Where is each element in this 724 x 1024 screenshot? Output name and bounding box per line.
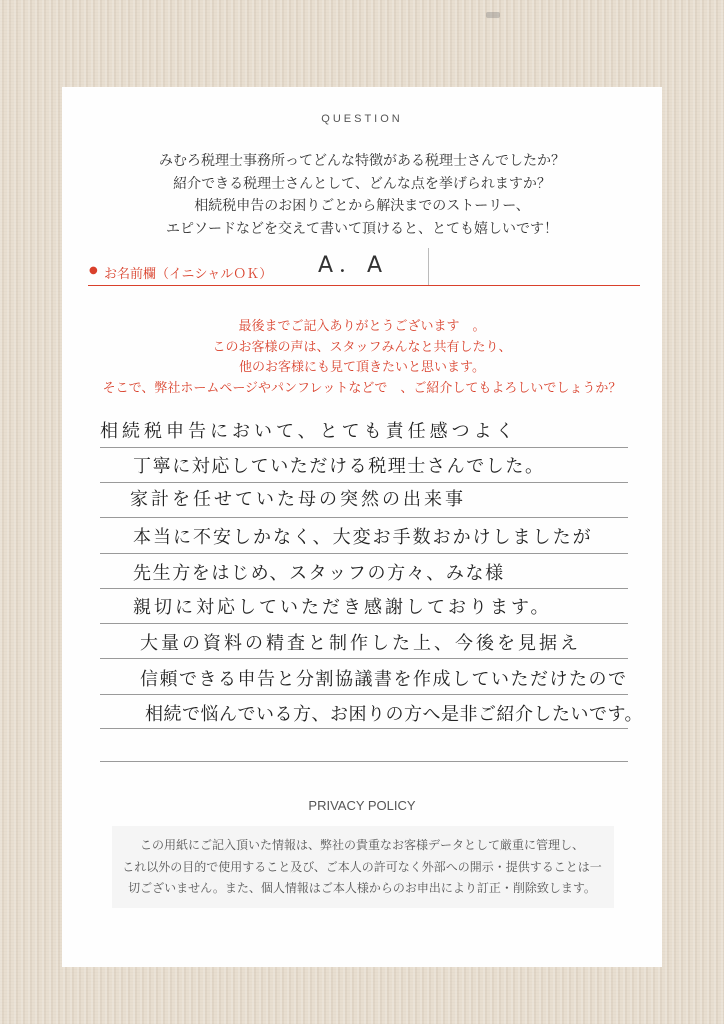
- thanks-line: そこで、弊社ホームページやパンフレットなどで 、ご紹介してもよろしいでしょうか？: [102, 380, 622, 396]
- question-line: 紹介できる税理士さんとして、どんな点を挙げられますか？: [173, 175, 551, 192]
- ruled-line: [100, 517, 628, 518]
- privacy-line: この用紙にご記入頂いた情報は、弊社の貴重なお客様データとして厳重に管理し、: [139, 838, 584, 852]
- privacy-line: 切ございません。また、個人情報はご本人様からのお申出により訂正・削除致します。: [128, 881, 596, 895]
- ruled-line: [100, 728, 628, 729]
- ruled-line: [100, 482, 628, 483]
- ruled-line: [100, 658, 628, 659]
- question-text: [62, 150, 662, 240]
- ruled-line: [100, 623, 628, 624]
- ruled-line: [100, 761, 628, 762]
- thanks-line: このお客様の声は、スタッフみんなと共有したり、: [212, 339, 512, 355]
- testimonial-line: 信頼できる申告と分割協議書を作成していただけたので: [140, 669, 628, 690]
- testimonial-line: 親切に対応していただき感謝しております。: [133, 597, 552, 618]
- testimonial-line: 家計を任せていた母の突然の出来事: [130, 489, 466, 510]
- ruled-line: [100, 553, 628, 554]
- thanks-line: 最後までご記入ありがとうございます 。: [238, 319, 486, 334]
- thanks-line: 他のお客様にも見て頂きたいと思います。: [239, 360, 485, 375]
- bullet-dot-icon: ●: [89, 265, 98, 276]
- question-line: 相続税申告のお困りごとから解決までのストーリー、: [194, 198, 530, 214]
- testimonial-line: 相続で悩んでいる方、お困りの方へ是非ご紹介したいです。: [145, 704, 644, 725]
- ruled-line: [100, 694, 628, 695]
- testimonial-line: 先生方をはじめ、スタッフの方々、みな様: [133, 563, 505, 584]
- question-heading: QUESTION: [321, 113, 403, 125]
- ruled-line: [100, 447, 628, 448]
- thanks-message: [62, 317, 662, 399]
- testimonial-line: 本当に不安しかなく、大変お手数おかけしましたが: [133, 527, 593, 548]
- testimonial-line: 大量の資料の精査と制作した上、今後を見据え: [140, 633, 581, 654]
- name-field-value: A．A: [318, 253, 389, 278]
- privacy-line: これ以外の目的で使用すること及び、ご本人の許可なく外部への開示・提供することは一: [122, 859, 602, 874]
- name-field-underline: [88, 285, 640, 286]
- question-line: エピソードなどを交えて書いて頂けると、とても嬉しいです！: [166, 220, 558, 237]
- scan-speck: [486, 12, 500, 18]
- privacy-text: [62, 835, 662, 900]
- testimonial-line: 丁寧に対応していただける税理士さんでした。: [133, 456, 545, 477]
- privacy-heading: PRIVACY POLICY: [308, 798, 416, 813]
- ruled-line: [100, 588, 628, 589]
- name-field-divider: [428, 248, 429, 285]
- question-line: みむろ税理士事務所ってどんな特徴がある税理士さんでしたか？: [159, 153, 565, 169]
- testimonial-line: 相続税申告において、とても責任感つよく: [100, 421, 518, 442]
- name-field-label: お名前欄（イニシャルＯＫ）: [104, 267, 273, 282]
